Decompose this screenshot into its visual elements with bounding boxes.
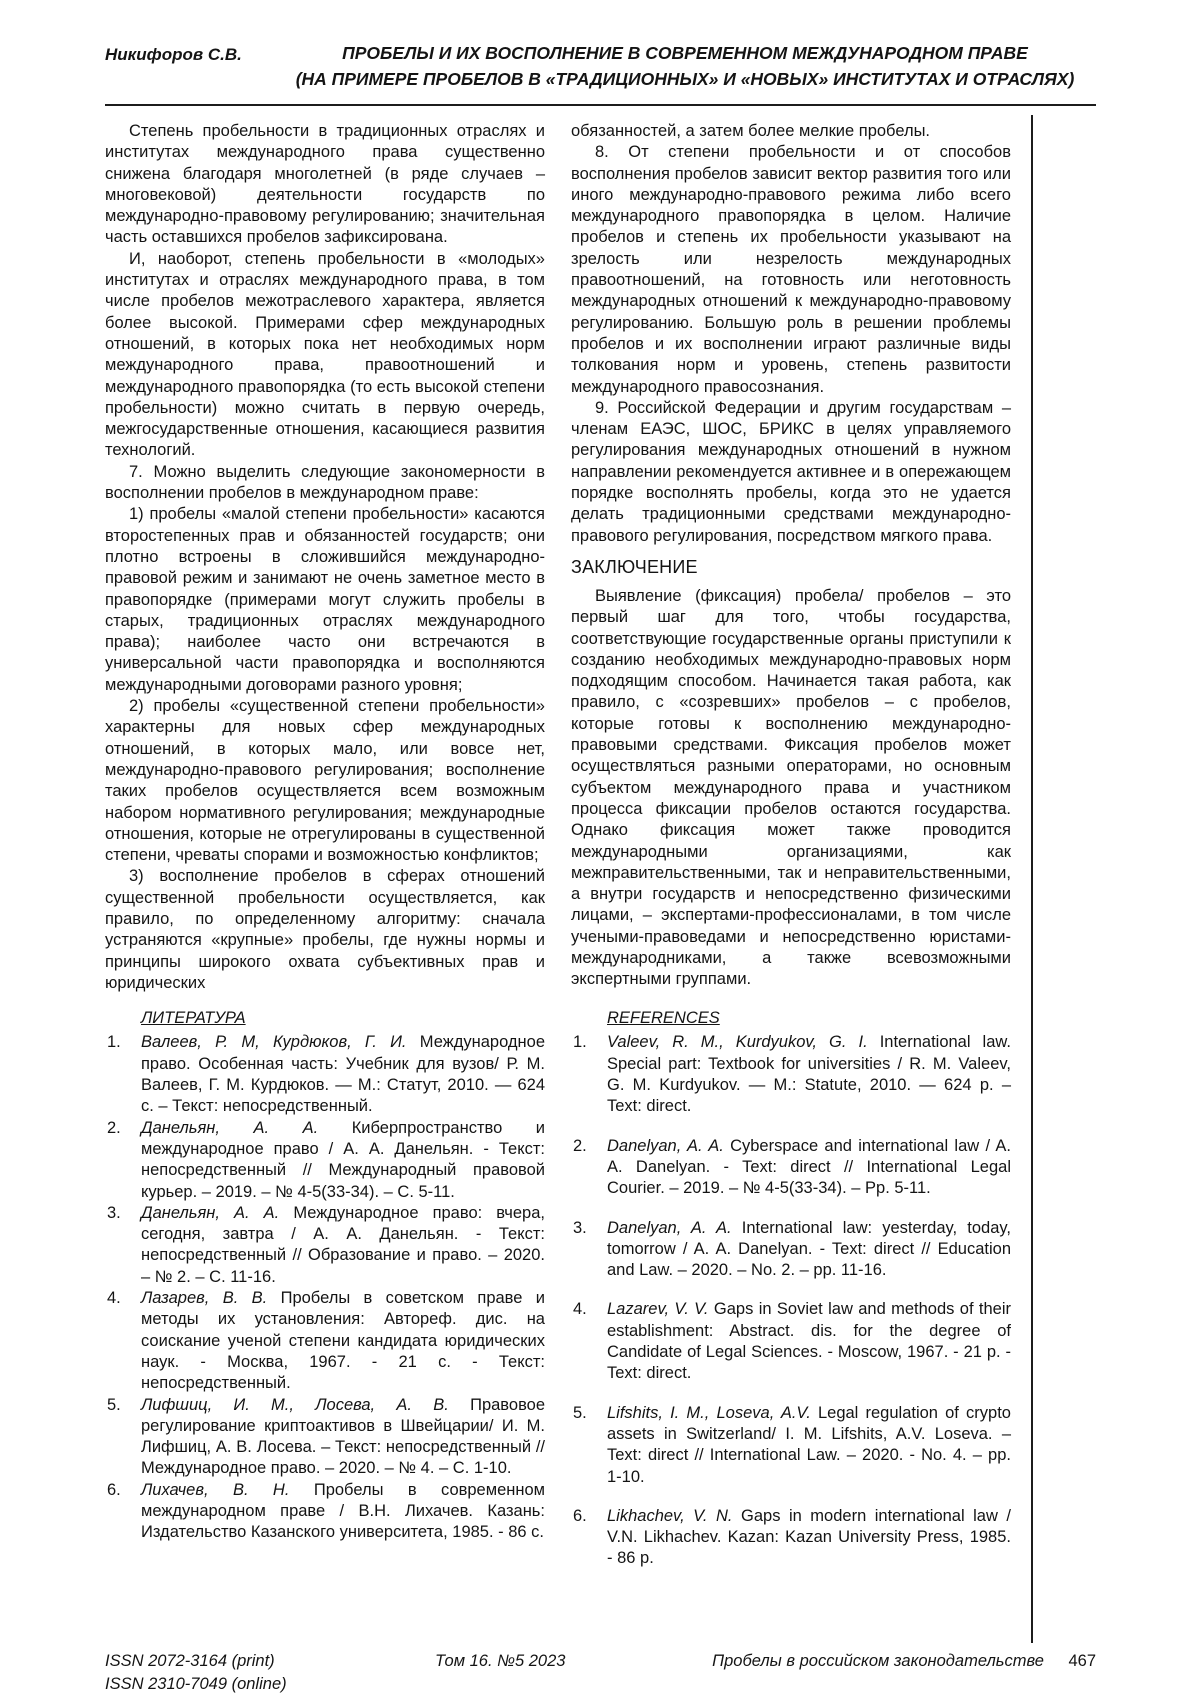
reference-number: 4. [573, 1300, 587, 1319]
references-heading: REFERENCES [607, 1009, 720, 1028]
journal-name: Пробелы в российском законодательстве [712, 1652, 1044, 1670]
reference-item [571, 1032, 1011, 1117]
reference-author: Valeev, R. M., Kurdyukov, G. I. [607, 1033, 868, 1052]
paragraph: И, наоборот, степень пробельности в «молодых» институтах и отраслях международного права, в том числе пробелов межотраслевого характера, является более высокой. Примерами сфер международных отношений, в которых пока нет необходимых норм международного права, правоотношений и международного правопорядка (то есть высокой степени пробельности) можно считать в первую очередь, межгосударственные отношения, касающиеся развития технологий. [105, 249, 545, 460]
reference-text: Cyberspace and international law / A. A. Danelyan. - Text: direct // International Legal Courier. – 2019. – № 4-5(33-34). – Pp. 5-11. [607, 1136, 1011, 1198]
reference-author: Данельян, А. А. [141, 1203, 280, 1222]
reference-author: Lazarev, V. V. [607, 1300, 709, 1319]
reference-number: 2. [573, 1136, 587, 1155]
paragraph: Степень пробельности в традиционных отраслях и институтах международного права существенно снижена благодаря многолетней (в ряде случаев – многовековой) деятельности государств по международно-правовому регулированию; значительная часть оставшихся пробелов зафиксирована. [105, 122, 545, 247]
reference-number: 1. [107, 1033, 121, 1052]
reference-author: Danelyan, A. A. [607, 1136, 724, 1155]
paragraph: 9. Российской Федерации и другим государствам – членам ЕАЭС, ШОС, БРИКС в целях управляемого регулирования международных отношений в нужном направлении рекомендуется активнее и в опережающем порядке восполнять пробелы, когда это не удается делать традиционными средствами международно-правового регулирования, посредством мягкого права. [571, 398, 1011, 545]
reference-text: Киберпространство и международное право / А. А. Данельян. - Текст: непосредственный // Международный правовой курьер. – 2019. – № 4-5(33-34). – С. 5-11. [141, 1118, 545, 1201]
reference-number: 1. [573, 1033, 587, 1052]
reference-author: Lifshits, I. M., Loseva, A.V. [607, 1403, 811, 1422]
paragraph: 2) пробелы «существенной степени пробельности» характерны для новых сфер международных отношений, в которых мало, или вовсе нет, международно-правового регулирования; восполнение таких пробелов осуществляется всем возможным набором нормативного регулирования; международные отношения, которые не отрегулированы в существенной степени, чреваты спорами и возможностью конфликтов; [105, 697, 545, 865]
paragraph: 1) пробелы «малой степени пробельности» касаются второстепенных прав и обязанностей государств; они плотно встроены в сложившийся международно-правовой режим и занимают не очень заметное место в правопорядке (примерами могут служить пробелы в старых, традиционных отраслях международного права); наиболее часто они встречаются в универсальной части правопорядка и восполняются международными договорами разного уровня; [105, 505, 545, 694]
right-column [571, 121, 1011, 994]
reference-text: Правовое регулирование криптоактивов в Швейцарии/ И. М. Лифшиц, А. В. Лосева. – Текст: непосредственный // Международное право. – 2020. – № 4. – С. 1-10. [141, 1395, 545, 1478]
literature-column [105, 1008, 545, 1570]
literature-item [105, 1395, 545, 1480]
footer-journal-title [712, 1650, 1096, 1673]
page-footer [105, 1650, 1096, 1696]
paragraph: Выявление (фиксация) пробела/ пробелов – это первый шаг для того, чтобы государства, соответствующие государственные органы приступили к созданию необходимых международно-правовых норм подходящим способом. Начинается такая работа, как правило, с «созревших» пробелов – с пробелов, которые готовы к восполнению международно-правовыми средствами. Фиксация пробелов может осуществляться разными операторами, но основным субъектом международного права и участником процесса фиксации пробелов остаются государства. Однако фиксация может также проводится международными организациями, как межправительственными, так и неправительственными, а внутри государств и непосредственно физическими лицами, – экспертами-профессионалами, в том числе учеными-правоведами и непосредственно юристами-международниками, а также всевозможными экспертными группами. [571, 586, 1011, 989]
reference-author: Лазарев, В. В. [141, 1289, 268, 1308]
reference-author: Лихачев, В. Н. [141, 1480, 290, 1499]
paragraph: 8. От степени пробельности и от способов восполнения пробелов зависит вектор развития того или иного международно-правового режима либо всего международного правопорядка в целом. Наличие пробелов и степень их пробельности указывают на зрелость или незрелость международных правоотношений, на готовность или неготовность международных отношений к международно-правовому регулированию. Большую роль в решении проблемы пробелов и их восполнении играют различные виды толкования норм и уровень, степень развитости международного правосознания. [571, 143, 1011, 396]
literature-heading: ЛИТЕРАТУРА [141, 1009, 246, 1028]
literature-item [105, 1480, 545, 1544]
issn-print: ISSN 2072-3164 (print) [105, 1652, 275, 1670]
body-columns [105, 121, 1011, 994]
reference-number: 6. [107, 1480, 121, 1499]
paragraph-continuation: обязанностей, а затем более мелкие пробелы. [571, 122, 931, 140]
reference-text: International law. Special part: Textbook for universities / R. M. Valeev, G. M. Kurdyukov. — M.: Statute, 2010. — 624 p. – Text: direct. [607, 1033, 1011, 1116]
running-title [275, 40, 1095, 92]
reference-author: Danelyan, A. A. [607, 1218, 732, 1237]
reference-text: International law: yesterday, today, tomorrow / A. A. Danelyan. - Text: direct // Education and Law. – 2020. – No. 2. – pp. 11-16. [607, 1218, 1012, 1280]
reference-text: Пробелы в современном международном праве / В.Н. Лихачев. Казань: Издательство Казанского университета, 1985. - 86 с. [141, 1480, 545, 1542]
footer-issn [105, 1650, 287, 1696]
header-rule [105, 104, 1096, 106]
page-number: 467 [1068, 1652, 1096, 1670]
literature-item [105, 1118, 545, 1203]
reference-number: 5. [573, 1403, 587, 1422]
reference-text: Legal regulation of crypto assets in Switzerland/ I. M. Lifshits, A.V. Loseva. – Text: direct // International Law. – 2020. - No. 4. – pp. 1-10. [607, 1403, 1011, 1486]
paragraph: 3) восполнение пробелов в сферах отношений существенной пробельности осуществляется, как правило, по определенному алгоритму: сначала устраняются «крупные» пробелы, где нужны нормы и принципы широкого охвата субъективных прав и юридических [105, 867, 545, 992]
reference-item [571, 1506, 1011, 1570]
reference-text: Gaps in Soviet law and methods of their establishment: Abstract. dis. for the degree of Candidate of Legal Sciences. - Moscow, 1967. - 21 p. - Text: direct. [607, 1300, 1011, 1383]
references-column [571, 1008, 1011, 1570]
reference-author: Данельян, А. А. [141, 1118, 319, 1137]
reference-text: Международное право. Особенная часть: Учебник для вузов/ Р. М. Валеев, Г. М. Курдюков. — М.: Статут, 2010. — 624 с. – Текст: непосредственный. [141, 1033, 545, 1116]
literature-item [105, 1203, 545, 1288]
right-vertical-rule [1031, 115, 1033, 1643]
reference-item [571, 1136, 1011, 1200]
reference-number: 3. [107, 1203, 121, 1222]
reference-number: 3. [573, 1218, 587, 1237]
literature-item [105, 1288, 545, 1394]
reference-number: 5. [107, 1395, 121, 1414]
reference-text: Международное право: вчера, сегодня, завтра / А. А. Данельян. - Текст: непосредственный // Образование и право. – 2020. – № 2. – С. 11-16. [141, 1203, 545, 1286]
reference-item [571, 1403, 1011, 1488]
literature-item [105, 1032, 545, 1117]
reference-author: Лифшиц, И. М., Лосева, А. В. [141, 1395, 449, 1414]
running-title-line2: (НА ПРИМЕРЕ ПРОБЕЛОВ В «ТРАДИЦИОННЫХ» И «НОВЫХ» ИНСТИТУТАХ И ОТРАСЛЯХ) [295, 69, 1075, 89]
reference-number: 4. [107, 1289, 121, 1308]
page-header [105, 40, 1095, 92]
reference-number: 2. [107, 1118, 121, 1137]
reference-item [571, 1299, 1011, 1384]
left-column [105, 121, 545, 994]
conclusion-heading: ЗАКЛЮЧЕНИЕ [571, 556, 698, 577]
reference-item [571, 1218, 1011, 1282]
running-title-line1: ПРОБЕЛЫ И ИХ ВОСПОЛНЕНИЕ В СОВРЕМЕННОМ МЕЖДУНАРОДНОМ ПРАВЕ [342, 43, 1028, 63]
reference-text: Пробелы в советском праве и методы их установления: Автореф. дис. на соискание ученой степени кандидата юридических наук. - Москва, 1967. - 21 с. - Текст: непосредственный. [141, 1289, 545, 1393]
reference-author: Валеев, Р. М, Курдюков, Г. И. [141, 1033, 407, 1052]
running-author: Никифоров С.В. [105, 45, 242, 64]
reference-text: Gaps in modern international law / V.N. Likhachev. Kazan: Kazan University Press, 1985. - 86 p. [607, 1506, 1011, 1568]
issn-online: ISSN 2310-7049 (online) [105, 1675, 287, 1693]
reference-author: Likhachev, V. N. [607, 1506, 733, 1525]
references-columns [105, 1008, 1011, 1570]
article-content [105, 121, 1011, 1570]
paragraph: 7. Можно выделить следующие закономерности в восполнении пробелов в международном праве: [105, 462, 545, 503]
footer-volume: Том 16. №5 2023 [435, 1652, 566, 1670]
reference-number: 6. [573, 1506, 587, 1525]
